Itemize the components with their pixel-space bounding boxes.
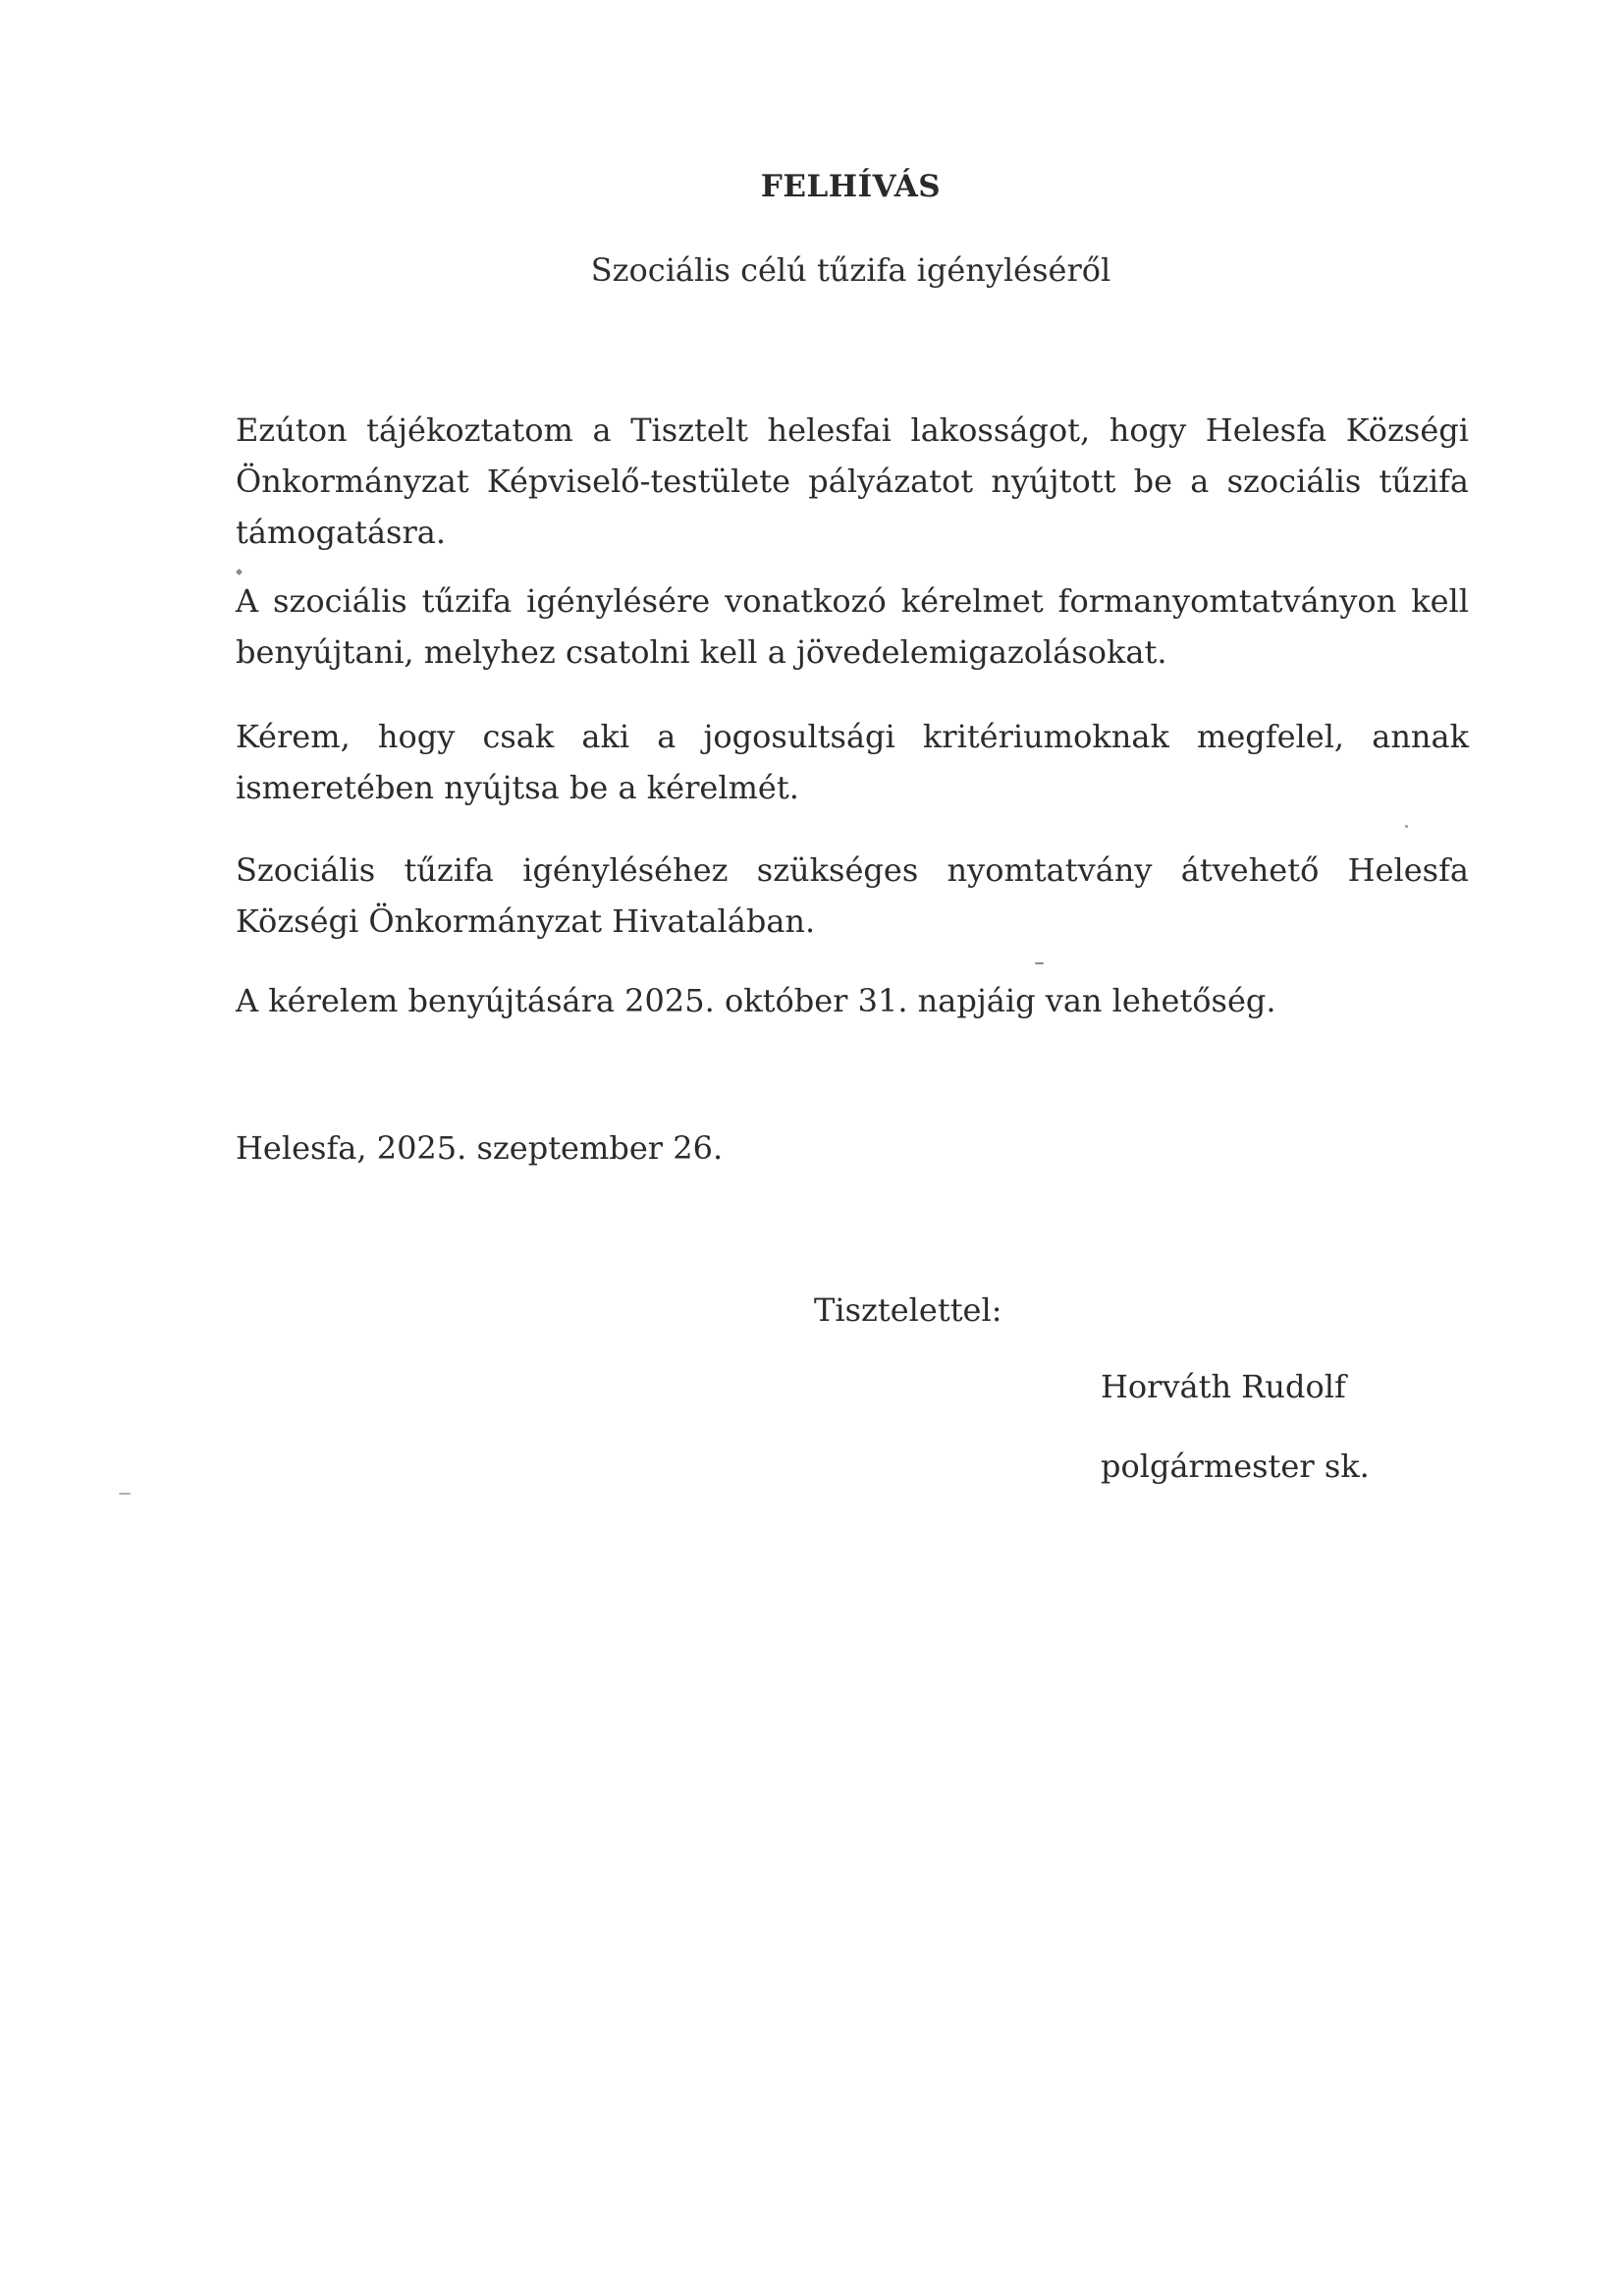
place-and-date: Helesfa, 2025. szeptember 26. — [236, 1129, 724, 1167]
paragraph-eligibility: Kérem, hogy csak aki a jogosultsági kritériumoknak megfelel, annak ismeretében nyújtsa be a kérelmét. — [236, 718, 1469, 806]
paragraph-deadline: A kérelem benyújtására 2025. október 31. napjáig van lehetőség. — [236, 982, 1276, 1019]
paragraph-form-pickup: Szociális tűzifa igényléséhez szükséges nyomtatvány átvehető Helesfa Községi Önkormányzat Hivatalában. — [236, 851, 1469, 940]
signer-role: polgármester sk. — [1101, 1448, 1370, 1485]
closing-salutation: Tisztelettel: — [814, 1291, 1002, 1329]
scan-speck — [1405, 825, 1408, 828]
paragraph-announcement: Ezúton tájékoztatom a Tisztelt helesfai lakosságot, hogy Helesfa Községi Önkormányzat Képviselő-testülete pályázatot nyújtott be a szociális tűzifa támogatásra. — [236, 411, 1469, 551]
signer-name: Horváth Rudolf — [1101, 1368, 1346, 1405]
scan-speck — [1035, 962, 1044, 964]
paragraph-application-form: A szociális tűzifa igénylésére vonatkozó kérelmet formanyomtatványon kell benyújtani, melyhez csatolni kell a jövedelemigazolásokat. — [236, 582, 1469, 671]
scan-speck — [119, 1493, 131, 1495]
scan-speck — [236, 569, 243, 575]
document-title: FELHÍVÁS — [760, 169, 942, 204]
document-subtitle: Szociális célú tűzifa igényléséről — [590, 251, 1111, 289]
